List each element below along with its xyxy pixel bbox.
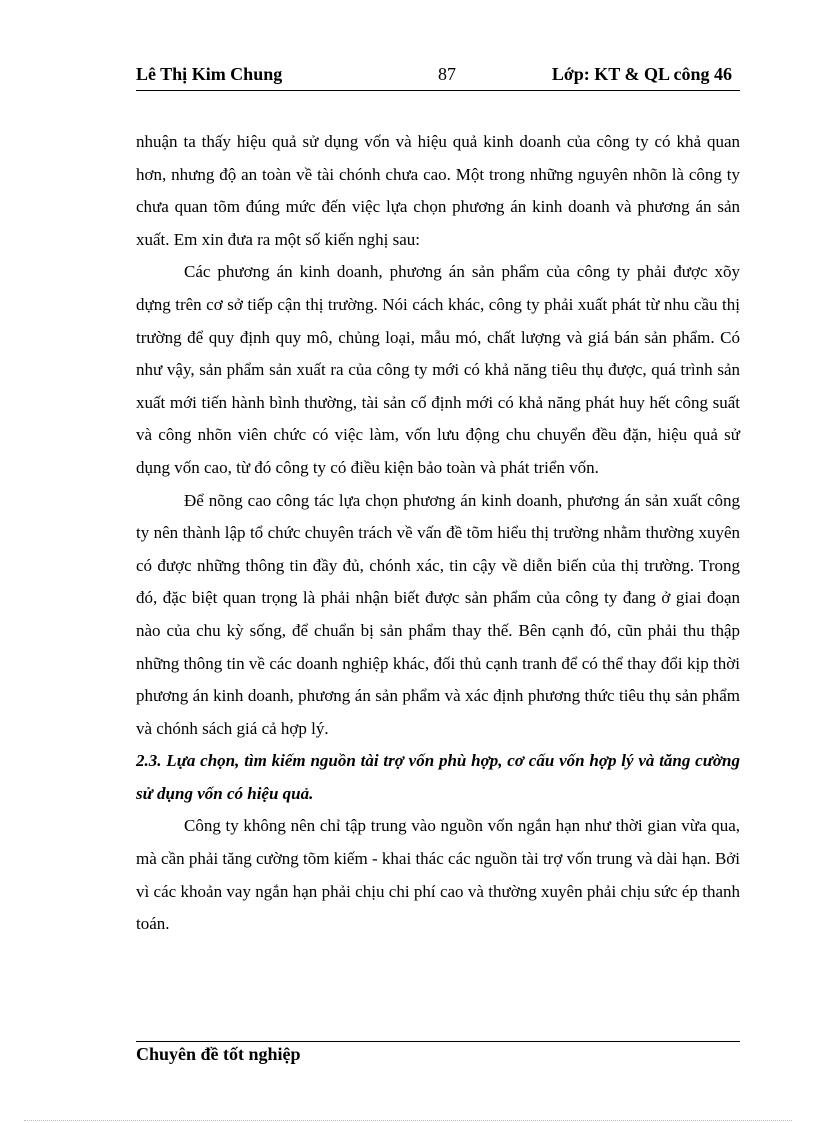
section-heading: 2.3. Lựa chọn, tìm kiếm nguồn tài trợ vốn phù hợp, cơ cấu vốn hợp lý và tăng cường sử dụng vốn có hiệu quả. [136, 751, 740, 803]
author-name: Lê Thị Kim Chung [136, 64, 283, 84]
page-bottom-edge [24, 1120, 792, 1121]
paragraph-funding-sources: Công ty không nên chỉ tập trung vào nguồn vốn ngắn hạn như thời gian vừa qua, mà cần phải tăng cường tõm kiếm - khai thác các nguồn tài trợ vốn trung và dài hạn. Bởi vì các khoản vay ngắn hạn phải chịu chi phí cao và thường xuyên phải chịu sức ép thanh toán. [136, 816, 740, 934]
paragraph-business-plans: Các phương án kinh doanh, phương án sản phẩm của công ty phải được xõy dựng trên cơ sở tiếp cận thị trường. Nói cách khác, công ty phải xuất phát từ nhu cầu thị trường để quy định quy mô, chủng loại, mẫu mó, chất lượng và giá bán sản phẩm. Có như vậy, sản phẩm sản xuất ra của công ty mới có khả năng tiêu thụ được, quá trình sản xuất mới tiến hành bình thường, tài sản cố định mới có khả năng phát huy hết công suất và công nhõn viên chức có việc làm, vốn lưu động chu chuyển đều đặn, hiệu quả sử dụng vốn cao, từ đó công ty có điều kiện bảo toàn và phát triển vốn. [136, 262, 740, 477]
footer-label: Chuyên đề tốt nghiệp [136, 1044, 301, 1064]
document-body [136, 126, 740, 941]
page-header [136, 64, 740, 91]
paragraph-market-research: Để nõng cao công tác lựa chọn phương án kinh doanh, phương án sản xuất công ty nên thành lập tổ chức chuyên trách về vấn đề tõm hiểu thị trường nhằm thường xuyên có được những thông tin đầy đủ, chónh xác, tin cậy về diễn biến của thị trường. Trong đó, đặc biệt quan trọng là phải nhận biết được sản phẩm của công ty đang ở giai đoạn nào của chu kỳ sống, để chuẩn bị sản phẩm thay thế. Bên cạnh đó, cũn phải thu thập những thông tin về các doanh nghiệp khác, đối thủ cạnh tranh để có thể thay đổi kịp thời phương án kinh doanh, phương án sản phẩm và xác định phương thức tiêu thụ sản phẩm và chónh sách giá cả hợp lý. [136, 490, 740, 738]
class-info: Lớp: KT & QL công 46 [551, 64, 732, 84]
paragraph-continuation: nhuận ta thấy hiệu quả sử dụng vốn và hiệu quả kinh doanh của công ty có khả quan hơn, nhưng độ an toàn về tài chónh chưa cao. Một trong những nguyên nhõn là công ty chưa quan tõm đúng mức đến việc lựa chọn phương án kinh doanh và phương án sản xuất. Em xin đưa ra một số kiến nghị sau: [136, 132, 740, 249]
footer-divider [136, 1041, 740, 1042]
page-number: 87 [438, 64, 456, 84]
